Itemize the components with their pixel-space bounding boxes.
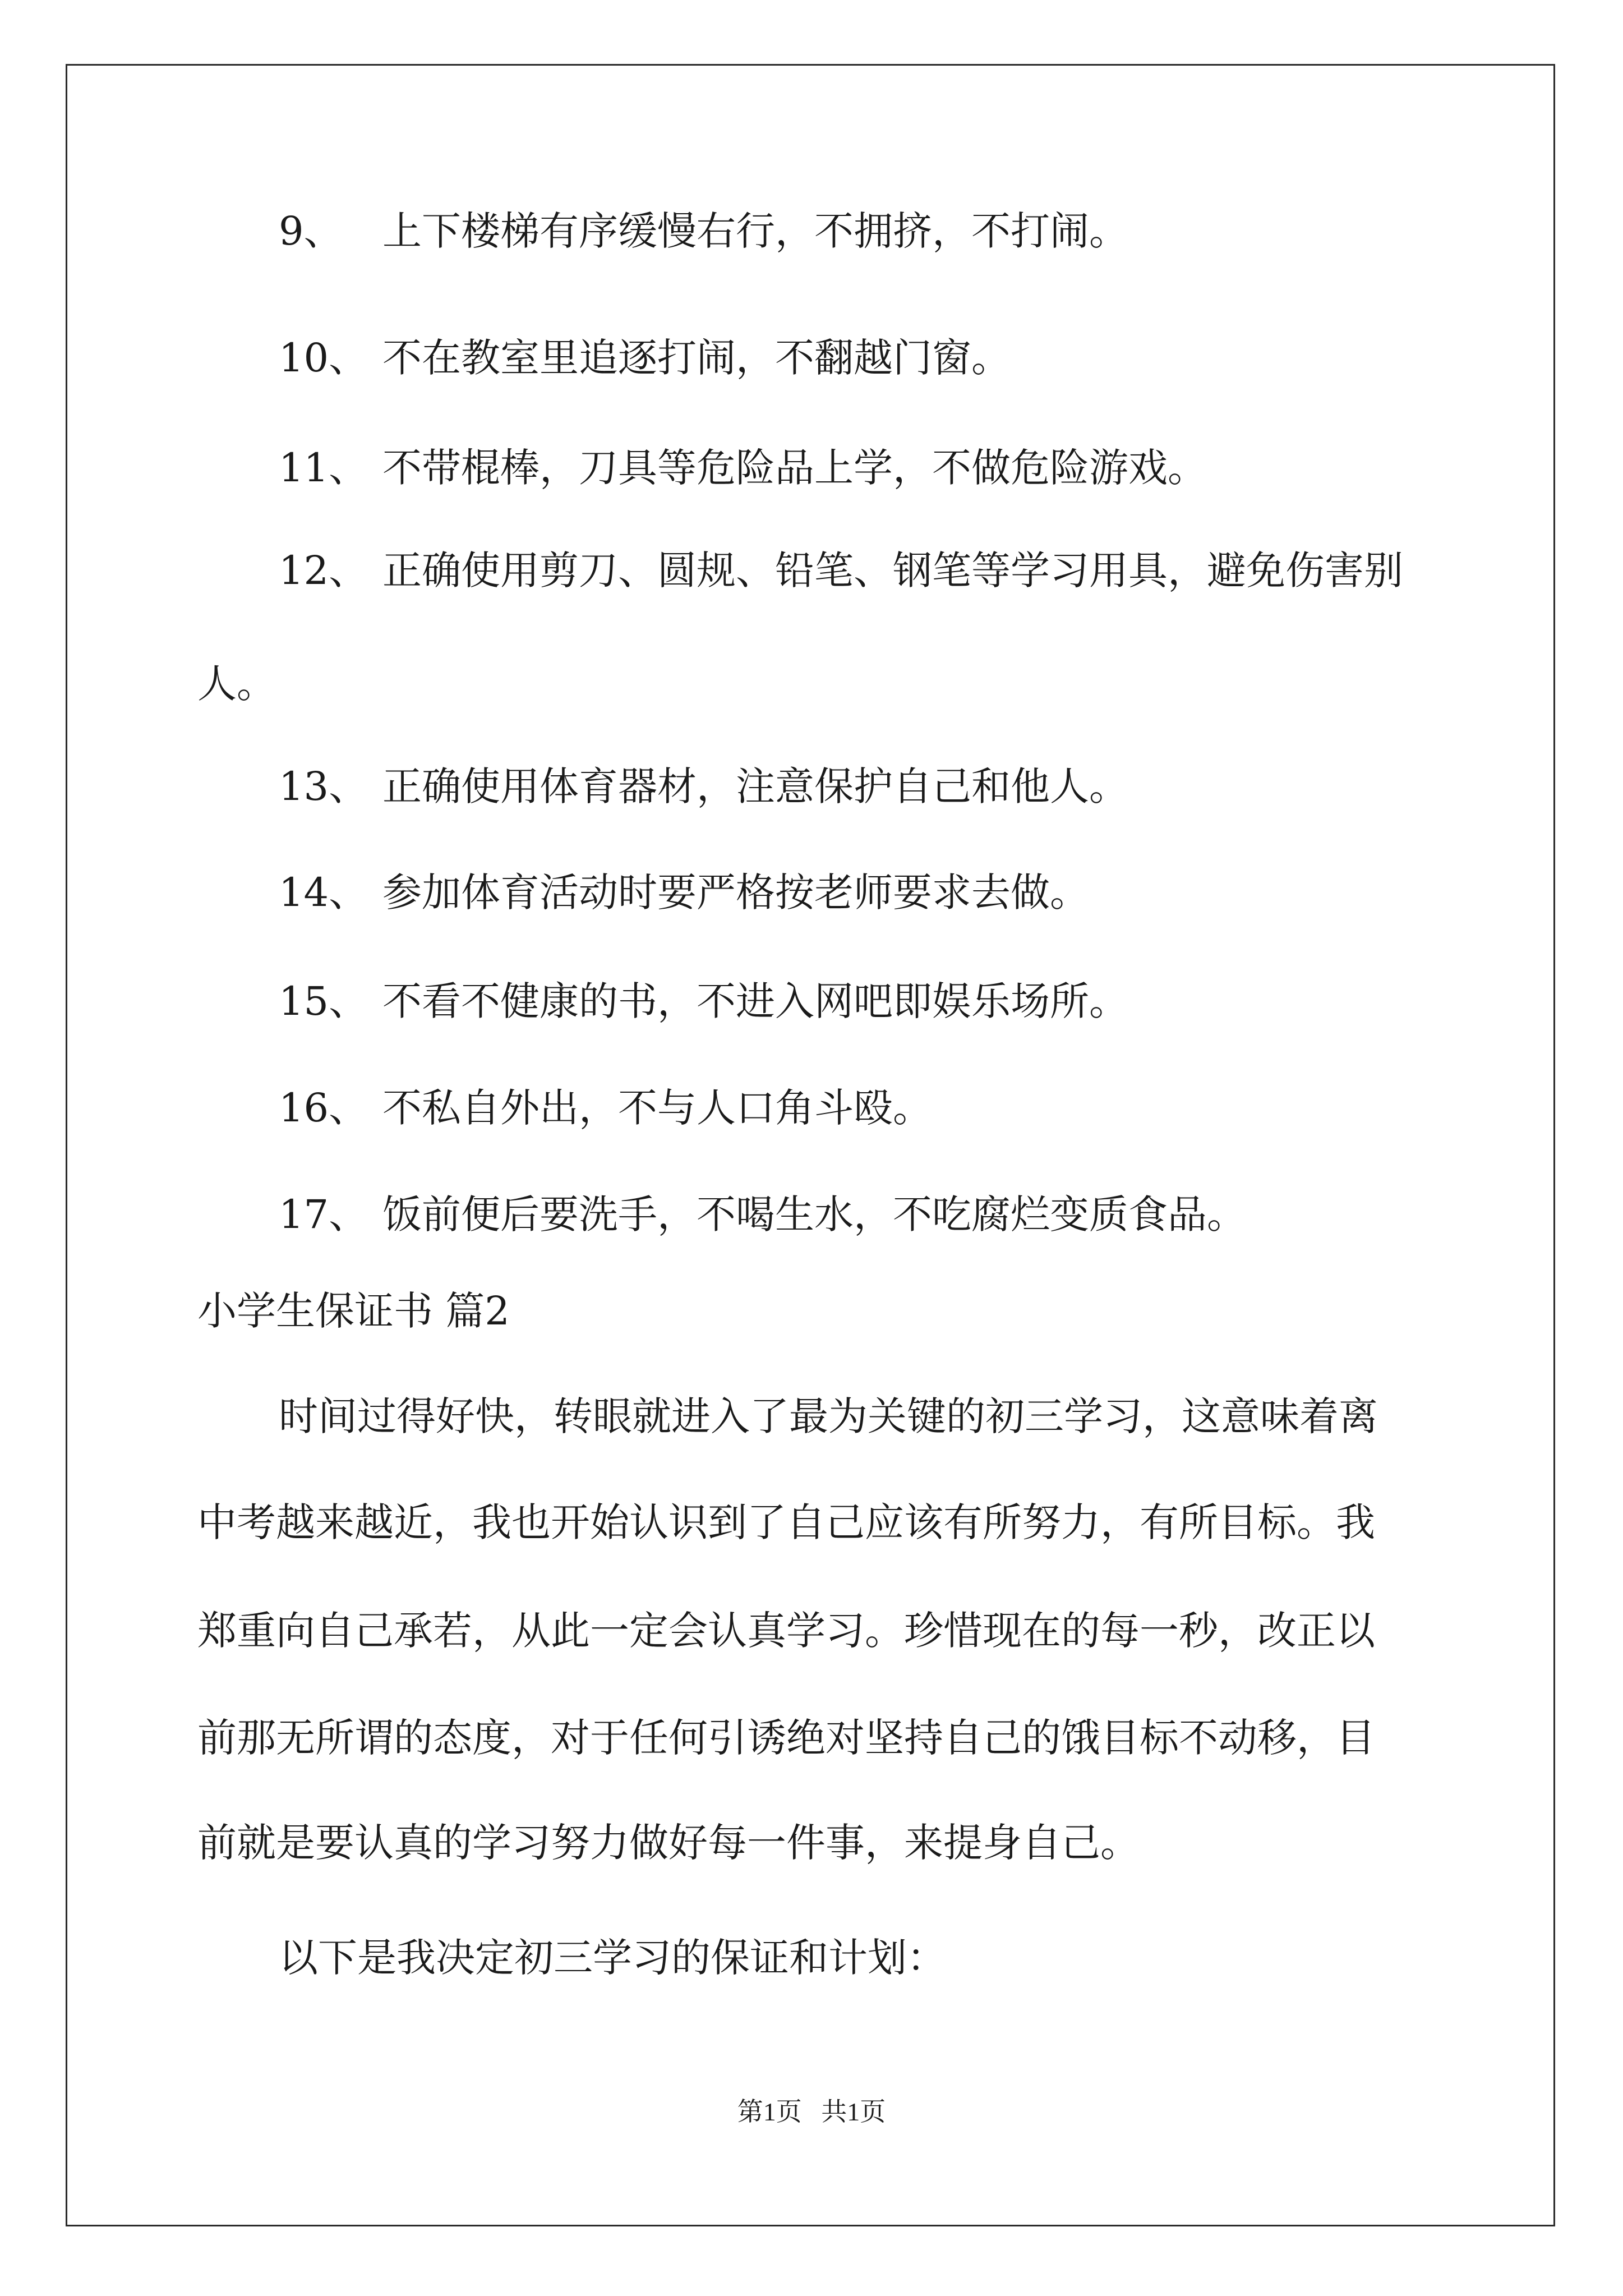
list-item-14 [279,867,1089,918]
item-text: 不在教室里追逐打闹，不翻越门窗。 [382,335,1011,381]
item-number: 17、 [279,1191,368,1237]
item-number: 9、 [279,208,343,254]
page-border [66,64,1555,2226]
list-item-15 [279,976,1128,1027]
item-number: 14、 [279,869,368,915]
item-text: 不私自外出，不与人口角斗殴。 [382,1085,932,1131]
item-text: 参加体育活动时要严格按老师要求去做。 [382,869,1089,915]
item-number: 16、 [279,1085,368,1131]
item-number: 11、 [279,445,368,491]
item-text: 不看不健康的书，不进入网吧即娱乐场所。 [382,978,1128,1024]
item-number: 10、 [279,335,368,381]
paragraph-line: 中考越来越近，我也开始认识到了自己应该有所努力，有所目标。我 [197,1499,1375,1545]
list-item-12-continuation: 人。 [197,661,276,707]
list-item-11 [279,443,1207,493]
item-number: 15、 [279,978,368,1024]
list-item-17 [279,1189,1246,1240]
paragraph-line: 前那无所谓的态度，对于任何引诱绝对坚持自己的饿目标不动移，目 [197,1715,1375,1761]
section-heading: 小学生保证书 篇2 [197,1288,510,1334]
list-item-10 [279,333,1011,383]
paragraph-line: 郑重向自己承若，从此一定会认真学习。珍惜现在的每一秒，改正以 [197,1608,1375,1654]
list-item-9 [279,206,1128,256]
item-text: 不带棍棒，刀具等危险品上学，不做危险游戏。 [382,445,1207,491]
page-number-footer: 第1页 共1页 [737,2097,886,2126]
list-item-16 [279,1083,932,1133]
item-text: 正确使用剪刀、圆规、铅笔、钢笔等学习用具，避免伤害别 [382,547,1403,593]
list-item-12 [279,545,1403,596]
plan-intro: 以下是我决定初三学习的保证和计划： [279,1935,946,1981]
item-number: 12、 [279,547,368,593]
list-item-13 [279,761,1128,812]
paragraph-line: 时间过得好快，转眼就进入了最为关键的初三学习，这意味着离 [279,1393,1378,1439]
item-number: 13、 [279,763,368,809]
item-text: 上下楼梯有序缓慢右行，不拥挤，不打闹。 [382,208,1128,254]
item-text: 饭前便后要洗手，不喝生水，不吃腐烂变质食品。 [382,1191,1246,1237]
item-text: 正确使用体育器材，注意保护自己和他人。 [382,763,1128,809]
paragraph-line: 前就是要认真的学习努力做好每一件事，来提身自己。 [197,1820,1140,1866]
